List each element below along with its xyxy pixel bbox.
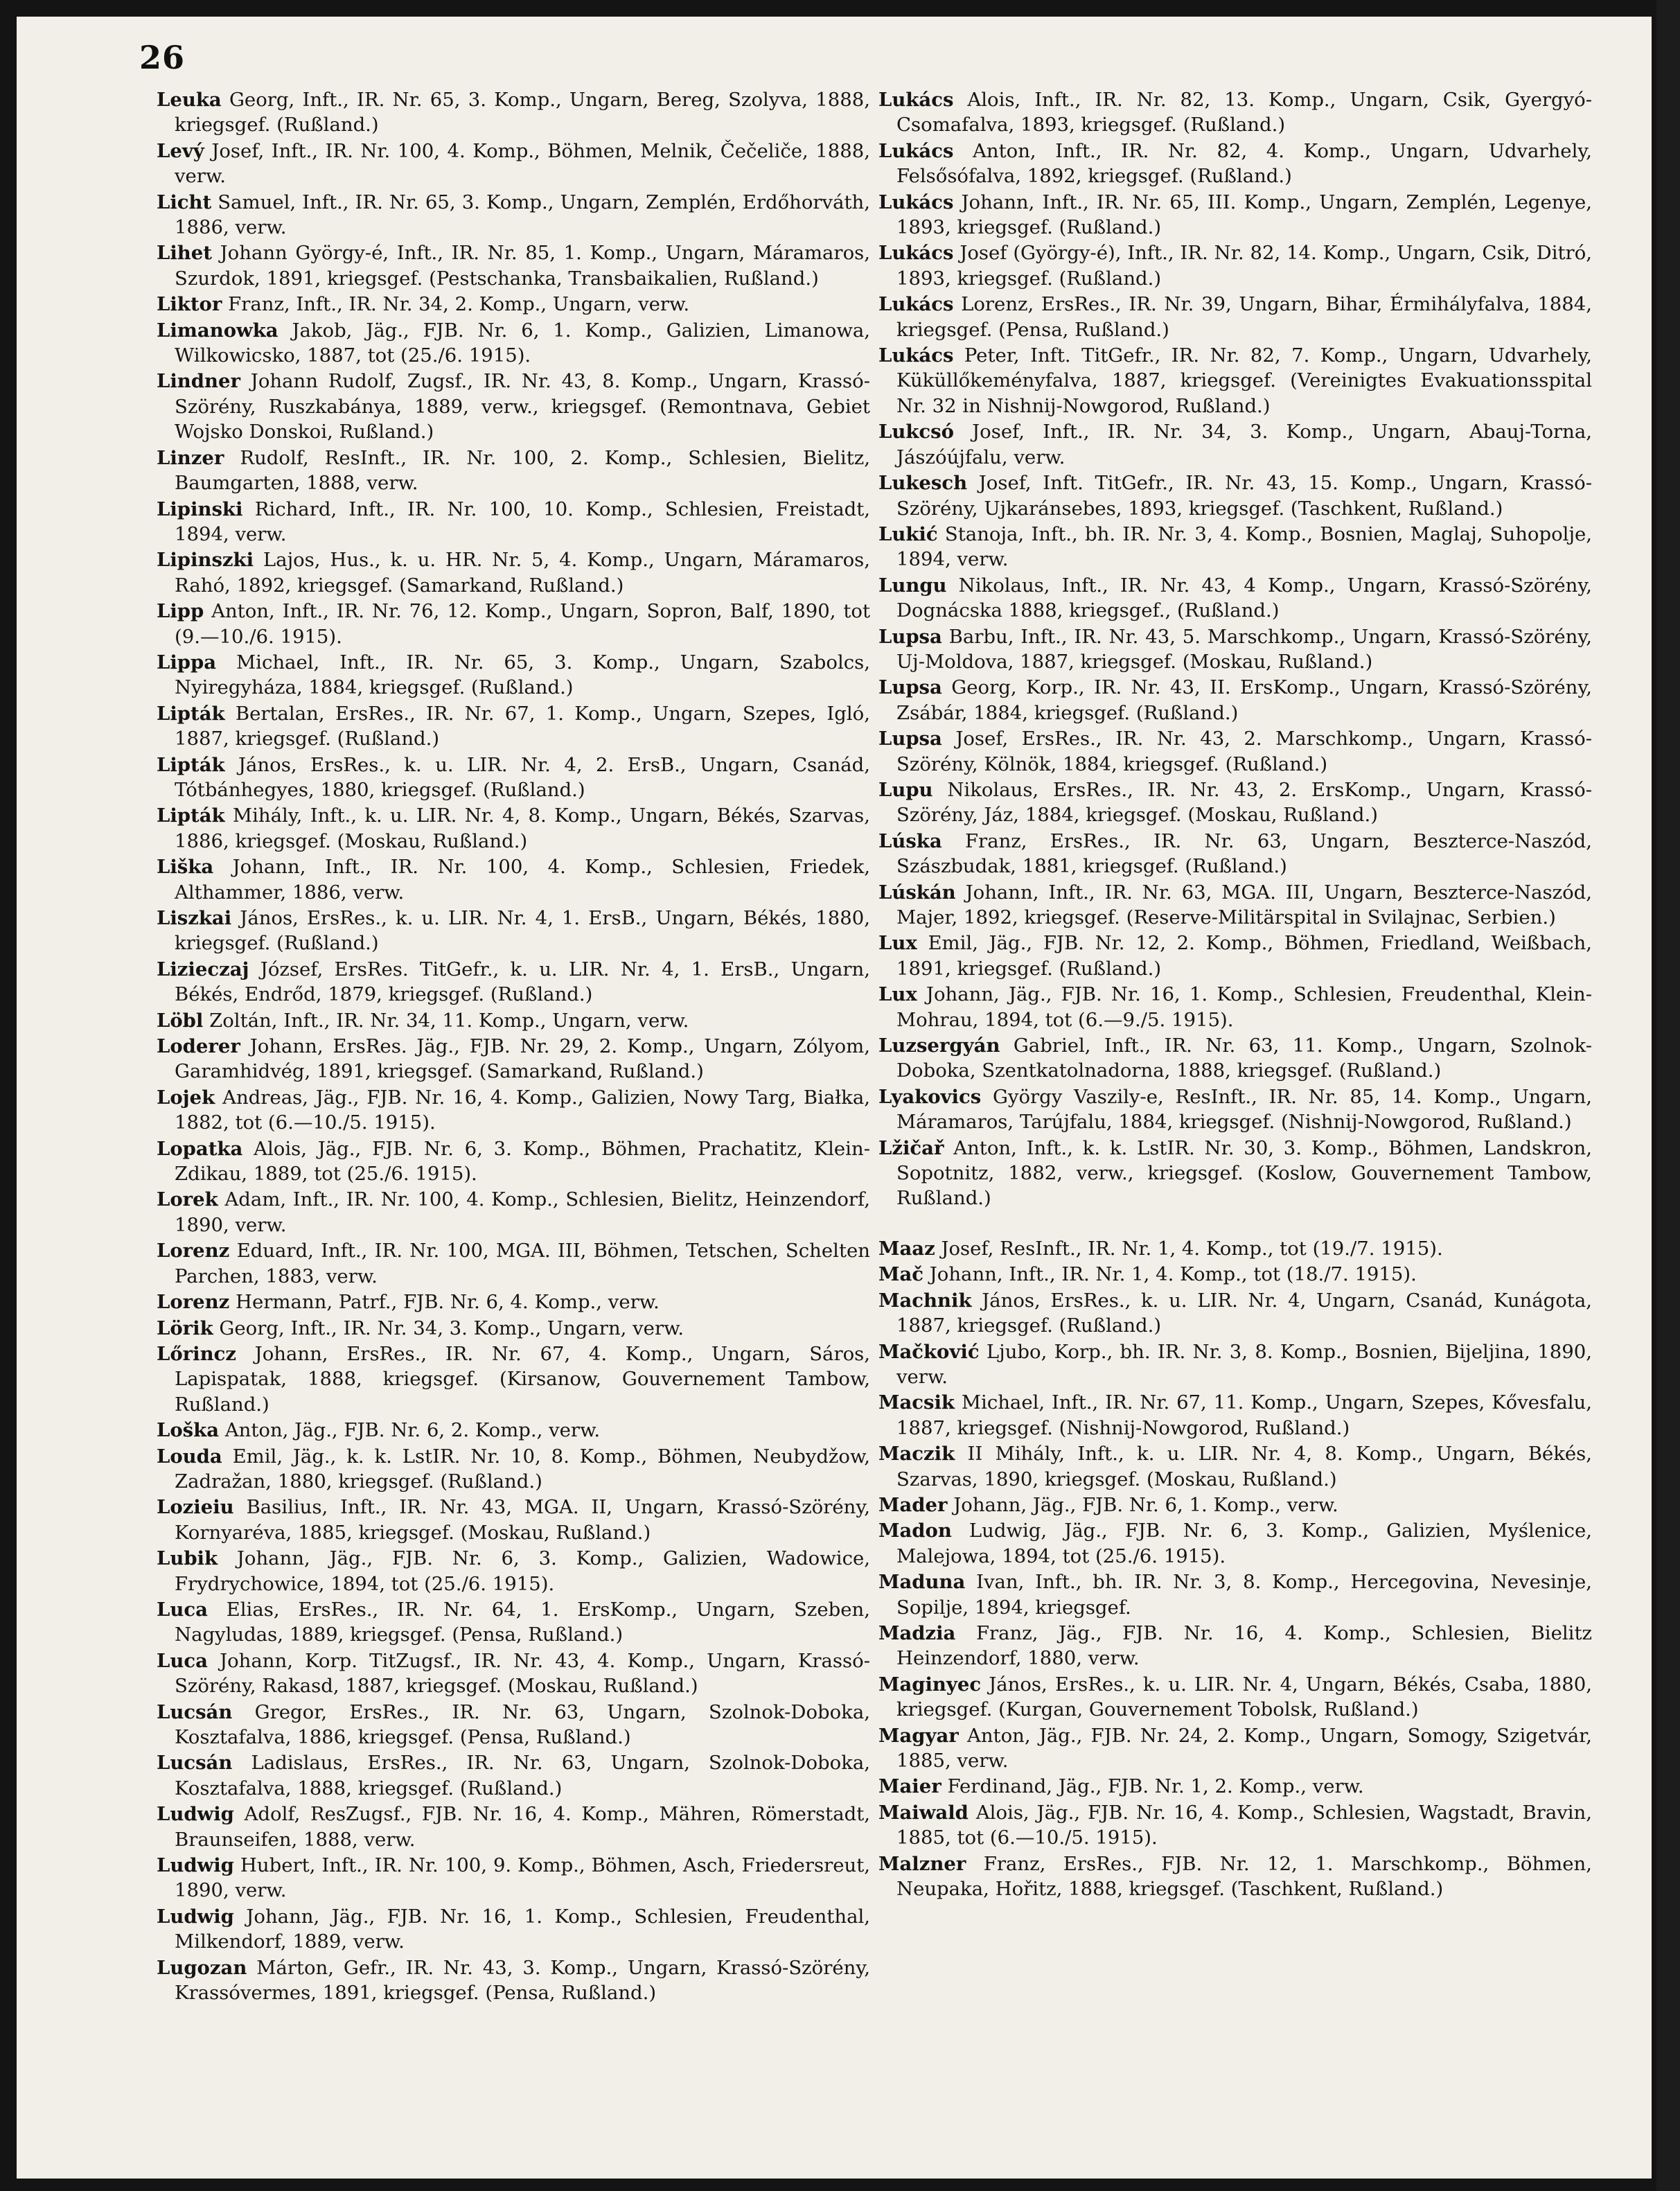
entry-details: Zoltán, Inft., IR. Nr. 34, 11. Komp., Ungarn, verw. bbox=[209, 1009, 689, 1032]
entry-surname: Lugozan bbox=[157, 1956, 247, 1979]
entry-details: Alois, Jäg., FJB. Nr. 6, 3. Komp., Böhmen, Prachatitz, Klein-Zdikau, 1889, tot (25./6. 1915). bbox=[175, 1137, 870, 1186]
roster-entry bbox=[157, 1904, 870, 1955]
entry-surname: Maier bbox=[878, 1775, 941, 1798]
column-right bbox=[878, 87, 1592, 1902]
entry-details: Emil, Jäg., k. k. LstIR. Nr. 10, 8. Komp., Böhmen, Neubydžow, Zadražan, 1880, kriegsgef. (Rußland.) bbox=[175, 1445, 870, 1493]
entry-surname: Lucsán bbox=[157, 1700, 233, 1723]
entry-details: Ladislaus, ErsRes., IR. Nr. 63, Ungarn, Szolnok-Doboka, Kosztafalva, 1888, kriegsgef. (Rußland.) bbox=[175, 1752, 870, 1800]
entry-details: Ljubo, Korp., bh. IR. Nr. 3, 8. Komp., Bosnien, Bijeljina, 1890, verw. bbox=[896, 1340, 1592, 1388]
entry-surname: Malzner bbox=[878, 1852, 966, 1875]
roster-entry bbox=[878, 1236, 1592, 1261]
roster-entry bbox=[157, 1853, 870, 1903]
entry-details: Samuel, Inft., IR. Nr. 65, 3. Komp., Ungarn, Zemplén, Erdőhorváth, 1886, verw. bbox=[175, 191, 870, 239]
entry-details: Johann György-é, Inft., IR. Nr. 85, 1. Komp., Ungarn, Máramaros, Szurdok, 1891, kriegsgef. (Pestschanka, Transbaikalien, Rußland.) bbox=[175, 242, 870, 290]
roster-entry bbox=[878, 1033, 1592, 1084]
entry-details: Johann, Korp. TitZugsf., IR. Nr. 43, 4. Komp., Ungarn, Krassó-Szörény, Rakasd, 1887, kriegsgef. (Moskau, Rußland.) bbox=[175, 1649, 870, 1698]
column-divider bbox=[868, 87, 869, 2138]
entry-details: Bertalan, ErsRes., IR. Nr. 67, 1. Komp., Ungarn, Szepes, Igló, 1887, kriegsgef. (Rußland.) bbox=[175, 702, 870, 750]
entry-surname: Mader bbox=[878, 1493, 948, 1516]
entry-surname: Lupsa bbox=[878, 676, 942, 699]
roster-entry bbox=[157, 803, 870, 854]
entry-details: Josef (György-é), Inft., IR. Nr. 82, 14. Komp., Ungarn, Csik, Ditró, 1893, kriegsgef. (Rußland.) bbox=[896, 242, 1592, 290]
entry-surname: Maginyec bbox=[878, 1673, 982, 1696]
entry-surname: Lorenz bbox=[157, 1291, 230, 1314]
roster-entry bbox=[157, 1085, 870, 1136]
roster-entry bbox=[157, 547, 870, 598]
roster-entry bbox=[157, 1136, 870, 1187]
entry-surname: Mačković bbox=[878, 1340, 980, 1363]
entry-details: Jakob, Jäg., FJB. Nr. 6, 1. Komp., Galizien, Limanowa, Wilkowicsko, 1887, tot (25./6. 1915). bbox=[175, 319, 871, 367]
roster-entry bbox=[878, 1774, 1592, 1799]
roster-entry bbox=[157, 701, 870, 752]
entry-surname: Löbl bbox=[157, 1009, 204, 1032]
roster-entry bbox=[157, 1700, 870, 1750]
entry-surname: Lorek bbox=[157, 1188, 218, 1211]
entry-surname: Louda bbox=[157, 1445, 222, 1468]
entry-details: János, ErsRes., k. u. LIR. Nr. 4, 2. ErsB., Ungarn, Csanád, Tótbánhegyes, 1880, kriegsgef. (Rußland.) bbox=[175, 753, 870, 801]
entry-details: József, ErsRes. TitGefr., k. u. LIR. Nr. 4, 1. ErsB., Ungarn, Békés, Endrőd, 1879, kriegsgef. (Rußland.) bbox=[175, 958, 870, 1006]
entry-surname: Ludwig bbox=[157, 1803, 234, 1826]
entry-surname: Lúska bbox=[878, 829, 942, 852]
roster-entry bbox=[157, 1187, 870, 1238]
roster-entry bbox=[157, 87, 870, 138]
roster-entry bbox=[157, 1597, 870, 1648]
entry-details: Alois, Jäg., FJB. Nr. 16, 4. Komp., Schlesien, Wagstadt, Bravin, 1885, tot (6.—10./5. 1915). bbox=[896, 1801, 1592, 1849]
roster-entry bbox=[878, 470, 1592, 521]
entry-surname: Liška bbox=[157, 856, 214, 879]
roster-entry bbox=[878, 190, 1592, 240]
entry-surname: Lungu bbox=[878, 574, 947, 597]
roster-entry bbox=[878, 931, 1592, 981]
roster-entry bbox=[878, 1441, 1592, 1492]
roster-entry bbox=[878, 1569, 1592, 1620]
entry-surname: Lorenz bbox=[157, 1240, 230, 1262]
entry-details: Franz, Inft., IR. Nr. 34, 2. Komp., Ungarn, verw. bbox=[228, 293, 690, 316]
entry-surname: Lux bbox=[878, 983, 917, 1006]
roster-entry bbox=[878, 1621, 1592, 1671]
entry-details: Gabriel, Inft., IR. Nr. 63, 11. Komp., Ungarn, Szolnok-Doboka, Szentkatolnadorna, 1888, kriegsgef. (Rußland.) bbox=[896, 1035, 1592, 1082]
roster-entry bbox=[878, 1390, 1592, 1441]
roster-entry bbox=[157, 240, 870, 291]
book-spine-shadow bbox=[1656, 0, 1680, 2191]
roster-entry bbox=[878, 87, 1592, 138]
entry-details: Johann, ErsRes. Jäg., FJB. Nr. 29, 2. Komp., Ungarn, Zólyom, Garamhidvég, 1891, kriegsgef. (Samarkand, Rußland.) bbox=[175, 1035, 870, 1083]
entry-surname: Liszkai bbox=[157, 907, 232, 929]
entry-details: Josef, Inft., IR. Nr. 34, 3. Komp., Ungarn, Abauj-Torna, Jászóújfalu, verw. bbox=[896, 421, 1592, 468]
roster-entry bbox=[157, 1955, 870, 2006]
entry-surname: Linzer bbox=[157, 446, 224, 469]
entry-details: Lorenz, ErsRes., IR. Nr. 39, Ungarn, Bihar, Érmihályfalva, 1884, kriegsgef. (Pensa, Rußland.) bbox=[896, 293, 1592, 341]
entry-details: Alois, Inft., IR. Nr. 82, 13. Komp., Ungarn, Csik, Gyergyó-Csomafalva, 1893, kriegsgef. (Rußland.) bbox=[896, 89, 1592, 137]
entry-surname: Luca bbox=[157, 1649, 208, 1672]
entry-details: Josef, ResInft., IR. Nr. 1, 4. Komp., tot (19./7. 1915). bbox=[941, 1237, 1443, 1260]
roster-entry bbox=[157, 1316, 870, 1341]
entry-details: Johann, Jäg., FJB. Nr. 6, 1. Komp., verw. bbox=[953, 1493, 1338, 1516]
entry-details: Josef, ErsRes., IR. Nr. 43, 2. Marschkomp., Ungarn, Krassó-Szörény, Kölnök, 1884, kriegsgef. (Rußland.) bbox=[896, 728, 1592, 775]
roster-entry bbox=[157, 1341, 870, 1417]
entry-details: Hubert, Inft., IR. Nr. 100, 9. Komp., Böhmen, Asch, Friedersreut, 1890, verw. bbox=[175, 1854, 870, 1902]
entry-surname: Maaz bbox=[878, 1237, 935, 1260]
entry-details: Mihály, Inft., k. u. LIR. Nr. 4, 8. Komp., Ungarn, Békés, Szarvas, 1886, kriegsgef. (Moskau, Rußland.) bbox=[175, 804, 870, 852]
roster-entry bbox=[878, 880, 1592, 931]
entry-surname: Lupsa bbox=[878, 728, 942, 750]
entry-surname: Magyar bbox=[878, 1724, 959, 1747]
roster-entry bbox=[878, 292, 1592, 342]
roster-entry bbox=[157, 369, 870, 444]
roster-entry bbox=[157, 1444, 870, 1495]
entry-surname: Lux bbox=[878, 932, 917, 955]
entry-details: György Vaszily-e, ResInft., IR. Nr. 85, 14. Komp., Ungarn, Máramaros, Tarújfalu, 1884, kriegsgef. (Nishnij-Nowgorod, Rußland.) bbox=[896, 1085, 1592, 1134]
entry-details: Johann, Inft., IR. Nr. 1, 4. Komp., tot (18./7. 1915). bbox=[929, 1263, 1417, 1286]
roster-entry bbox=[878, 419, 1592, 470]
roster-entry bbox=[878, 1672, 1592, 1723]
entry-surname: Lipták bbox=[157, 753, 225, 776]
entry-details: Franz, ErsRes., IR. Nr. 63, Ungarn, Beszterce-Naszód, Szászbudak, 1881, kriegsgef. (Rußland.) bbox=[896, 829, 1592, 878]
roster-entry bbox=[157, 292, 870, 317]
roster-entry bbox=[878, 1084, 1592, 1135]
entry-details: Stanoja, Inft., bh. IR. Nr. 3, 4. Komp., Bosnien, Maglaj, Suhopolje, 1894, verw. bbox=[896, 522, 1592, 571]
entry-details: János, ErsRes., k. u. LIR. Nr. 4, Ungarn, Csanád, Kunágota, 1887, kriegsgef. (Rußland.) bbox=[896, 1289, 1592, 1337]
roster-entry bbox=[878, 1723, 1592, 1774]
entry-details: Basilius, Inft., IR. Nr. 43, MGA. II, Ungarn, Krassó-Szörény, Kornyaréva, 1885, kriegsgef. (Moskau, Rußland.) bbox=[175, 1496, 870, 1544]
roster-entry bbox=[157, 446, 870, 496]
entry-details: Josef, Inft., IR. Nr. 100, 4. Komp., Böhmen, Melnik, Čečeliče, 1888, verw. bbox=[175, 139, 870, 188]
entry-surname: Liktor bbox=[157, 293, 222, 316]
roster-entry bbox=[157, 650, 870, 701]
entry-details: Michael, Inft., IR. Nr. 65, 3. Komp., Ungarn, Szabolcs, Nyiregyháza, 1884, kriegsgef. (Rußland.) bbox=[175, 651, 870, 699]
entry-surname: Lukács bbox=[878, 293, 954, 316]
entry-details: Ferdinand, Jäg., FJB. Nr. 1, 2. Komp., verw. bbox=[947, 1775, 1364, 1798]
roster-entry bbox=[157, 318, 870, 369]
entry-details: Johann Rudolf, Zugsf., IR. Nr. 43, 8. Komp., Ungarn, Krassó-Szörény, Ruszkabánya, 1889, verw., kriegsgef. (Remontnava, Gebiet Wojsko Donskoi, Rußland.) bbox=[175, 370, 870, 443]
roster-entry bbox=[878, 1851, 1592, 1902]
entry-surname: Lipinszki bbox=[157, 549, 254, 572]
entry-surname: Luzsergyán bbox=[878, 1035, 1000, 1057]
roster-entry bbox=[157, 1238, 870, 1289]
roster-entry bbox=[157, 1802, 870, 1852]
entry-details: Rudolf, ResInft., IR. Nr. 100, 2. Komp., Schlesien, Bielitz, Baumgarten, 1888, verw. bbox=[175, 446, 870, 495]
roster-entry bbox=[878, 1800, 1592, 1851]
entry-surname: Leuka bbox=[157, 89, 222, 111]
roster-entry bbox=[878, 675, 1592, 725]
entry-surname: Madon bbox=[878, 1520, 952, 1542]
roster-entry bbox=[157, 1750, 870, 1801]
entry-details: Anton, Inft., k. k. LstIR. Nr. 30, 3. Komp., Böhmen, Landskron, Sopotnitz, 1882, verw., kriegsgef. (Koslow, Gouvernement Tambow, Rußland.) bbox=[896, 1136, 1592, 1210]
entry-details: II Mihály, Inft., k. u. LIR. Nr. 4, 8. Komp., Ungarn, Békés, Szarvas, 1890, kriegsgef. (Moskau, Rußland.) bbox=[896, 1443, 1592, 1490]
entry-surname: Licht bbox=[157, 191, 212, 213]
entry-details: Anton, Inft., IR. Nr. 76, 12. Komp., Ungarn, Sopron, Balf, 1890, tot (9.—10./6. 1915). bbox=[175, 600, 870, 648]
entry-surname: Ludwig bbox=[157, 1854, 234, 1877]
entry-details: János, ErsRes., k. u. LIR. Nr. 4, 1. ErsB., Ungarn, Békés, 1880, kriegsgef. (Rußland.) bbox=[175, 907, 870, 955]
roster-entry bbox=[157, 1495, 870, 1545]
roster-entry bbox=[157, 190, 870, 240]
entry-surname: Madzia bbox=[878, 1621, 956, 1644]
entry-surname: Loderer bbox=[157, 1035, 240, 1058]
entry-details: Nikolaus, ErsRes., IR. Nr. 43, 2. ErsKomp., Ungarn, Krassó-Szörény, Jáz, 1884, kriegsgef. (Moskau, Rußland.) bbox=[896, 778, 1592, 827]
roster-entry bbox=[157, 1648, 870, 1699]
entry-details: Barbu, Inft., IR. Nr. 43, 5. Marschkomp., Ungarn, Krassó-Szörény, Uj-Moldova, 1887, kriegsgef. (Moskau, Rußland.) bbox=[896, 625, 1592, 673]
entry-details: Franz, Jäg., FJB. Nr. 16, 4. Komp., Schlesien, Bielitz Heinzendorf, 1880, verw. bbox=[896, 1621, 1592, 1670]
entry-details: Georg, Korp., IR. Nr. 43, II. ErsKomp., Ungarn, Krassó-Szörény, Zsábár, 1884, kriegsgef. (Rußland.) bbox=[896, 676, 1592, 724]
roster-entry bbox=[157, 599, 870, 649]
roster-entry bbox=[878, 624, 1592, 675]
column-left bbox=[157, 87, 870, 2006]
entry-surname: Lindner bbox=[157, 370, 240, 393]
roster-entry bbox=[157, 1008, 870, 1033]
entry-details: Georg, Inft., IR. Nr. 65, 3. Komp., Ungarn, Bereg, Szolyva, 1888, kriegsgef. (Rußland.) bbox=[175, 89, 870, 137]
roster-entry bbox=[157, 1546, 870, 1596]
entry-details: Franz, ErsRes., FJB. Nr. 12, 1. Marschkomp., Böhmen, Neupaka, Hořitz, 1888, kriegsgef. (Taschkent, Rußland.) bbox=[896, 1852, 1592, 1901]
entry-surname: Lubik bbox=[157, 1547, 218, 1570]
entry-surname: Lőrincz bbox=[157, 1342, 236, 1365]
entry-details: Anton, Jäg., FJB. Nr. 24, 2. Komp., Ungarn, Somogy, Szigetvár, 1885, verw. bbox=[896, 1724, 1592, 1772]
entry-surname: Maduna bbox=[878, 1571, 966, 1594]
entry-surname: Lukić bbox=[878, 522, 938, 545]
roster-entry bbox=[878, 1288, 1592, 1339]
entry-details: Johann, Inft., IR. Nr. 65, III. Komp., Ungarn, Zemplén, Legenye, 1893, kriegsgef. (Rußland.) bbox=[896, 191, 1592, 239]
entry-details: Johann, Jäg., FJB. Nr. 6, 3. Komp., Galizien, Wadowice, Frydrychowice, 1894, tot (25./6. 1915). bbox=[175, 1547, 870, 1595]
entry-surname: Machnik bbox=[878, 1289, 972, 1312]
entry-surname: Lopatka bbox=[157, 1137, 243, 1160]
entry-details: Anton, Inft., IR. Nr. 82, 4. Komp., Ungarn, Udvarhely, Felsősófalva, 1892, kriegsgef. (Rußland.) bbox=[896, 139, 1592, 188]
entry-details: Nikolaus, Inft., IR. Nr. 43, 4 Komp., Ungarn, Krassó-Szörény, Dognácska 1888, kriegsgef., (Rußland.) bbox=[896, 574, 1592, 622]
roster-entry bbox=[878, 1493, 1592, 1517]
entry-surname: Lukács bbox=[878, 89, 954, 111]
entry-details: János, ErsRes., k. u. LIR. Nr. 4, Ungarn, Békés, Csaba, 1880, kriegsgef. (Kurgan, Gouvernement Tobolsk, Rußland.) bbox=[896, 1673, 1592, 1721]
entry-details: Anton, Jäg., FJB. Nr. 6, 2. Komp., verw. bbox=[224, 1419, 601, 1442]
entry-surname: Lörik bbox=[157, 1317, 213, 1339]
entry-surname: Maiwald bbox=[878, 1801, 969, 1824]
roster-entry bbox=[157, 753, 870, 803]
roster-entry bbox=[878, 1262, 1592, 1287]
entry-details: Eduard, Inft., IR. Nr. 100, MGA. III, Böhmen, Tetschen, Schelten Parchen, 1883, verw. bbox=[175, 1240, 870, 1287]
entry-surname: Lipták bbox=[157, 702, 225, 725]
roster-entry bbox=[157, 1034, 870, 1084]
entry-surname: Lozieiu bbox=[157, 1496, 234, 1519]
entry-details: Johann, Inft., IR. Nr. 63, MGA. III, Ungarn, Beszterce-Naszód, Majer, 1892, kriegsgef. (Reserve-Militärspital in Svilajnac, Serbien.) bbox=[896, 881, 1592, 929]
entry-surname: Lizieczaj bbox=[157, 958, 249, 980]
entry-details: Josef, Inft. TitGefr., IR. Nr. 43, 15. Komp., Ungarn, Krassó-Szörény, Ujkaránsebes, 1893, kriegsgef. (Taschkent, Rußland.) bbox=[896, 472, 1592, 520]
roster-entry bbox=[157, 139, 870, 189]
entry-details: Hermann, Patrf., FJB. Nr. 6, 4. Komp., verw. bbox=[236, 1291, 660, 1314]
entry-surname: Lukács bbox=[878, 191, 954, 213]
roster-entry bbox=[878, 573, 1592, 624]
roster-entry bbox=[878, 522, 1592, 572]
entry-surname: Lžičař bbox=[878, 1136, 944, 1159]
entry-details: Andreas, Jäg., FJB. Nr. 16, 4. Komp., Galizien, Nowy Targ, Białka, 1882, tot (6.—10./5. 1915). bbox=[175, 1086, 870, 1134]
entry-surname: Loška bbox=[157, 1419, 220, 1442]
entry-surname: Mač bbox=[878, 1263, 924, 1286]
entry-details: Emil, Jäg., FJB. Nr. 12, 2. Komp., Böhmen, Friedland, Weißbach, 1891, kriegsgef. (Rußland.) bbox=[896, 932, 1593, 980]
entry-details: Georg, Inft., IR. Nr. 34, 3. Komp., Ungarn, verw. bbox=[219, 1317, 684, 1339]
roster-entry bbox=[878, 1136, 1592, 1211]
entry-surname: Lojek bbox=[157, 1086, 215, 1109]
entry-surname: Lukesch bbox=[878, 472, 968, 495]
roster-entry bbox=[878, 829, 1592, 879]
entry-details: Elias, ErsRes., IR. Nr. 64, 1. ErsKomp., Ungarn, Szeben, Nagyludas, 1889, kriegsgef. (Pensa, Rußland.) bbox=[175, 1598, 870, 1646]
entry-surname: Ludwig bbox=[157, 1905, 234, 1928]
roster-entry bbox=[878, 1339, 1592, 1390]
entry-surname: Lihet bbox=[157, 242, 212, 265]
roster-entry bbox=[157, 906, 870, 956]
roster-entry bbox=[157, 1290, 870, 1314]
entry-surname: Lukács bbox=[878, 344, 954, 367]
roster-entry bbox=[878, 139, 1592, 189]
entry-details: Lajos, Hus., k. u. HR. Nr. 5, 4. Komp., Ungarn, Máramaros, Rahó, 1892, kriegsgef. (Samarkand, Rußland.) bbox=[175, 549, 870, 597]
entry-details: Peter, Inft. TitGefr., IR. Nr. 82, 7. Komp., Ungarn, Udvarhely, Küküllőkeményfalva, 1887, kriegsgef. (Vereinigtes Evakuationsspital Nr. 32 in Nishnij-Nowgorod, Rußland.) bbox=[896, 344, 1592, 417]
entry-surname: Lucsán bbox=[157, 1752, 233, 1775]
roster-entry bbox=[878, 777, 1592, 828]
entry-details: Richard, Inft., IR. Nr. 100, 10. Komp., Schlesien, Freistadt, 1894, verw. bbox=[175, 498, 870, 545]
entry-surname: Lukács bbox=[878, 139, 954, 162]
entry-details: Márton, Gefr., IR. Nr. 43, 3. Komp., Ungarn, Krassó-Szörény, Krassóvermes, 1891, kriegsgef. (Pensa, Rußland.) bbox=[175, 1956, 870, 2005]
entry-details: Adam, Inft., IR. Nr. 100, 4. Komp., Schlesien, Bielitz, Heinzendorf, 1890, verw. bbox=[175, 1188, 870, 1236]
entry-surname: Limanowka bbox=[157, 319, 278, 342]
entry-surname: Lipták bbox=[157, 804, 225, 827]
entry-details: Johann, Jäg., FJB. Nr. 16, 1. Komp., Schlesien, Freudenthal, Klein-Mohrau, 1894, tot (6.—9./5. 1915). bbox=[896, 983, 1592, 1031]
entry-details: Johann, Jäg., FJB. Nr. 16, 1. Komp., Schlesien, Freudenthal, Milkendorf, 1889, verw. bbox=[175, 1905, 871, 1953]
entry-details: Michael, Inft., IR. Nr. 67, 11. Komp., Ungarn, Szepes, Kővesfalu, 1887, kriegsgef. (Nishnij-Nowgorod, Rußland.) bbox=[896, 1391, 1592, 1439]
roster-entry bbox=[878, 982, 1592, 1032]
entry-surname: Lupu bbox=[878, 778, 933, 801]
entry-surname: Lippa bbox=[157, 651, 217, 674]
entry-surname: Levý bbox=[157, 139, 204, 162]
roster-entry bbox=[157, 957, 870, 1007]
roster-entry bbox=[878, 1518, 1592, 1569]
entry-surname: Lipp bbox=[157, 600, 204, 623]
entry-surname: Lúskán bbox=[878, 881, 956, 904]
entry-surname: Lukács bbox=[878, 242, 954, 265]
entry-surname: Luca bbox=[157, 1598, 208, 1621]
roster-entry bbox=[157, 1418, 870, 1443]
entry-details: Ludwig, Jäg., FJB. Nr. 6, 3. Komp., Galizien, Myślenice, Malejowa, 1894, tot (25./6. 1915). bbox=[896, 1520, 1592, 1567]
roster-entry bbox=[157, 497, 870, 547]
roster-entry bbox=[878, 240, 1592, 291]
roster-entry bbox=[157, 854, 870, 905]
entry-details: Johann, Inft., IR. Nr. 100, 4. Komp., Schlesien, Friedek, Althammer, 1886, verw. bbox=[175, 856, 870, 904]
entry-surname: Lipinski bbox=[157, 498, 243, 520]
entry-details: Johann, ErsRes., IR. Nr. 67, 4. Komp., Ungarn, Sáros, Lapispatak, 1888, kriegsgef. (Kirsanow, Gouvernement Tambow, Rußland.) bbox=[175, 1342, 870, 1416]
entry-surname: Maczik bbox=[878, 1443, 955, 1466]
entry-surname: Lyakovics bbox=[878, 1085, 982, 1108]
entry-details: Adolf, ResZugsf., FJB. Nr. 16, 4. Komp., Mähren, Römerstadt, Braunseifen, 1888, verw. bbox=[175, 1803, 871, 1851]
roster-entry bbox=[878, 726, 1592, 777]
page-number: 26 bbox=[139, 39, 186, 76]
entry-details: Gregor, ErsRes., IR. Nr. 63, Ungarn, Szolnok-Doboka, Kosztafalva, 1886, kriegsgef. (Pensa, Rußland.) bbox=[175, 1700, 870, 1748]
roster-entry bbox=[878, 343, 1592, 419]
entry-surname: Lukcsó bbox=[878, 421, 954, 443]
entry-surname: Lupsa bbox=[878, 625, 942, 648]
entry-details: Ivan, Inft., bh. IR. Nr. 3, 8. Komp., Hercegovina, Nevesinje, Sopilje, 1894, kriegsgef. bbox=[896, 1571, 1593, 1619]
entry-surname: Macsik bbox=[878, 1391, 955, 1414]
